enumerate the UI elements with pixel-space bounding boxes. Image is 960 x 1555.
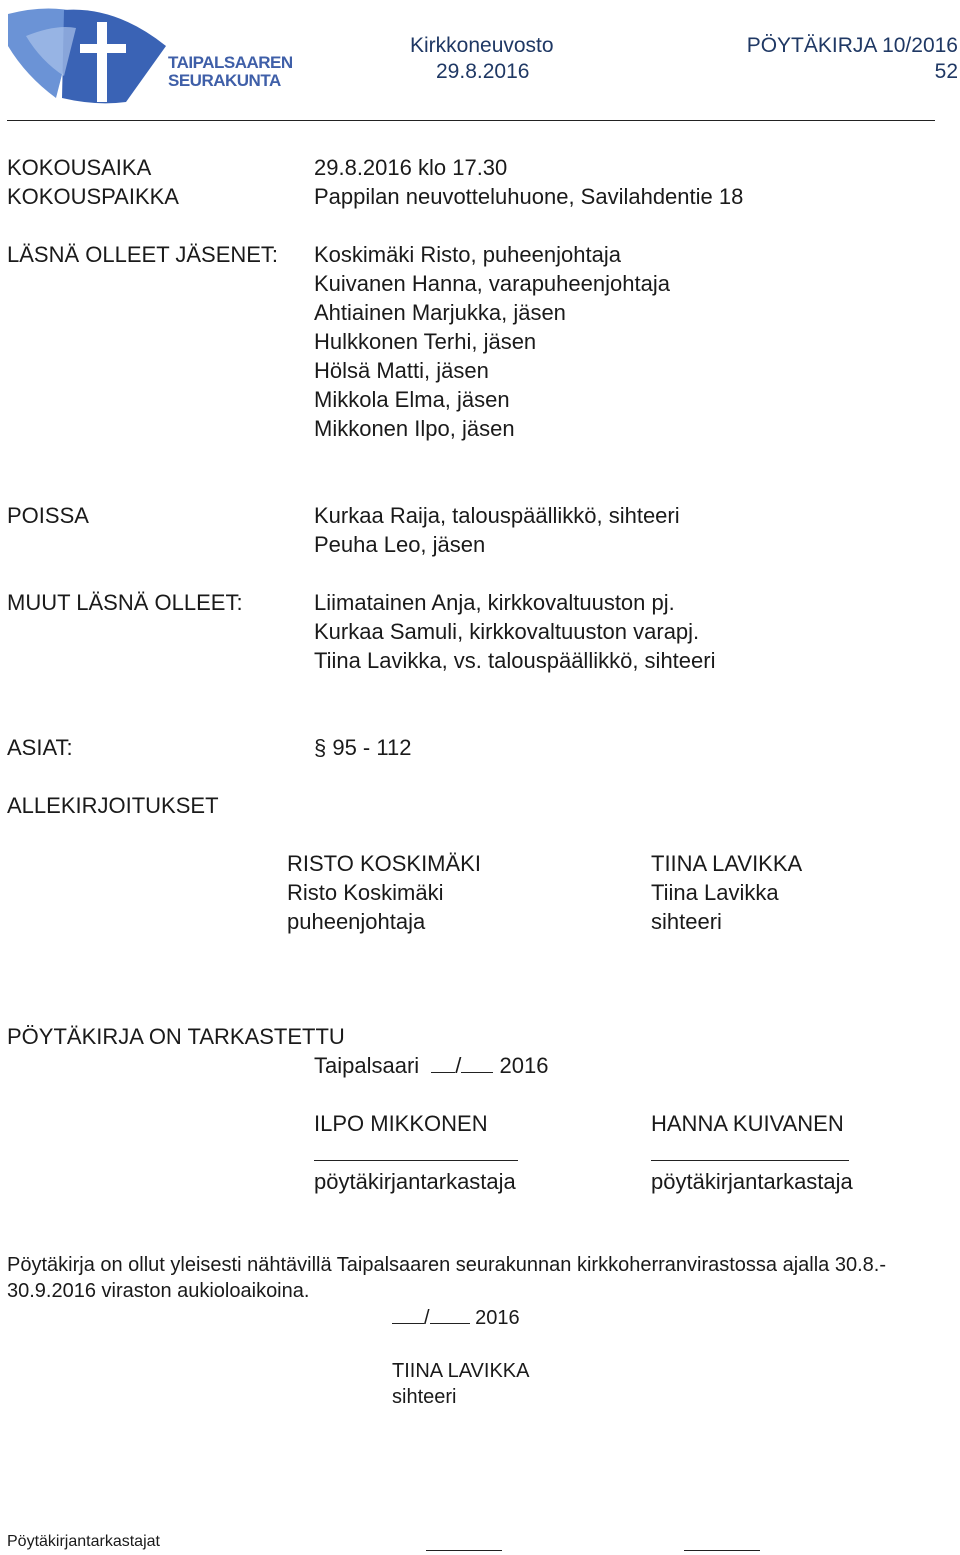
signature-secretary [651,849,802,936]
list-item: Ahtiainen Marjukka, jäsen [314,300,566,325]
reviewer-right-role: pöytäkirjantarkastaja [651,1169,853,1194]
page-number: 52 [934,60,958,83]
list-item: Peuha Leo, jäsen [314,532,486,557]
meeting-place-value: Pappilan neuvotteluhuone, Savilahdentie 18 [314,184,744,209]
list-item: Hölsä Matti, jäsen [314,358,489,383]
meeting-time-value: 29.8.2016 klo 17.30 [314,155,508,180]
reviewer-right-signature-line [651,1160,849,1161]
present-list [314,240,670,443]
list-item: Tiina Lavikka, vs. talouspäällikkö, sihteeri [314,648,716,673]
signer-name: Risto Koskimäki [287,880,444,905]
list-item: Koskimäki Risto, puheenjohtaja [314,242,621,267]
day-blank [431,1054,455,1073]
document-title: PÖYTÄKIRJA 10/2016 [746,34,958,57]
list-item: Mikkola Elma, jäsen [314,387,510,412]
absent-list [314,501,680,559]
absent-label: POISSA [7,503,89,528]
date-slash: / [455,1053,462,1078]
review-label: PÖYTÄKIRJA ON TARKASTETTU [7,1024,345,1049]
notice-line-1: Pöytäkirja on ollut yleisesti nähtävillä Taipalsaaren seurakunnan kirkkoherranvirastossa ajalla 30.8.- [7,1254,886,1276]
matters-label: ASIAT: [7,735,73,760]
list-item: Liimatainen Anja, kirkkovaltuuston pj. [314,590,675,615]
header-divider [7,120,935,121]
month-blank [461,1054,493,1073]
present-label: LÄSNÄ OLLEET JÄSENET: [7,242,279,267]
notice-signer-name: TIINA LAVIKKA [392,1360,530,1382]
organ-name: Kirkkoneuvosto [410,34,554,57]
notice-date [392,1305,520,1331]
reviewer-left-name: ILPO MIKKONEN [314,1111,488,1136]
others-label: MUUT LÄSNÄ OLLEET: [7,590,243,615]
list-item: Kuivanen Hanna, varapuheenjohtaja [314,271,670,296]
signatures-label: ALLEKIRJOITUKSET [7,793,219,818]
parish-logo [6,6,293,106]
review-year: 2016 [499,1053,549,1078]
notice-signer-role: sihteeri [392,1386,457,1408]
signer-name: Tiina Lavikka [651,880,779,905]
signer-role: puheenjohtaja [287,909,426,934]
day-blank [392,1305,424,1324]
meeting-date: 29.8.2016 [436,60,530,83]
list-item: Kurkaa Samuli, kirkkovaltuuston varapj. [314,619,700,644]
list-item: Kurkaa Raija, talouspäällikkö, sihteeri [314,503,680,528]
footer-initials-line-1 [426,1550,502,1551]
meeting-time-label: KOKOUSAIKA [7,155,152,180]
list-item: Mikkonen Ilpo, jäsen [314,416,515,441]
footer-initials-line-2 [684,1550,760,1551]
footer-reviewers-label: Pöytäkirjantarkastajat [7,1533,160,1550]
signer-role: sihteeri [651,909,722,934]
cross-shield-icon [6,6,171,106]
date-slash: / [424,1307,430,1329]
others-list [314,588,715,675]
reviewer-right-name: HANNA KUIVANEN [651,1111,844,1136]
reviewer-left-signature-line [314,1160,518,1161]
reviewer-left-role: pöytäkirjantarkastaja [314,1169,516,1194]
signer-name-caps: RISTO KOSKIMÄKI [287,851,481,876]
meeting-place-label: KOKOUSPAIKKA [7,184,179,209]
list-item: Hulkkonen Terhi, jäsen [314,329,537,354]
review-place: Taipalsaari [314,1053,420,1078]
signer-name-caps: TIINA LAVIKKA [651,851,803,876]
review-place-date [314,1051,549,1080]
notice-line-2: 30.9.2016 viraston aukioloaikoina. [7,1280,310,1302]
matters-value: § 95 - 112 [314,735,412,760]
logo-text-line1: TAIPALSAAREN [168,53,293,72]
signature-chair [287,849,481,936]
logo-text-line2: SEURAKUNTA [168,71,281,90]
notice-year: 2016 [475,1307,520,1329]
month-blank [430,1305,470,1324]
